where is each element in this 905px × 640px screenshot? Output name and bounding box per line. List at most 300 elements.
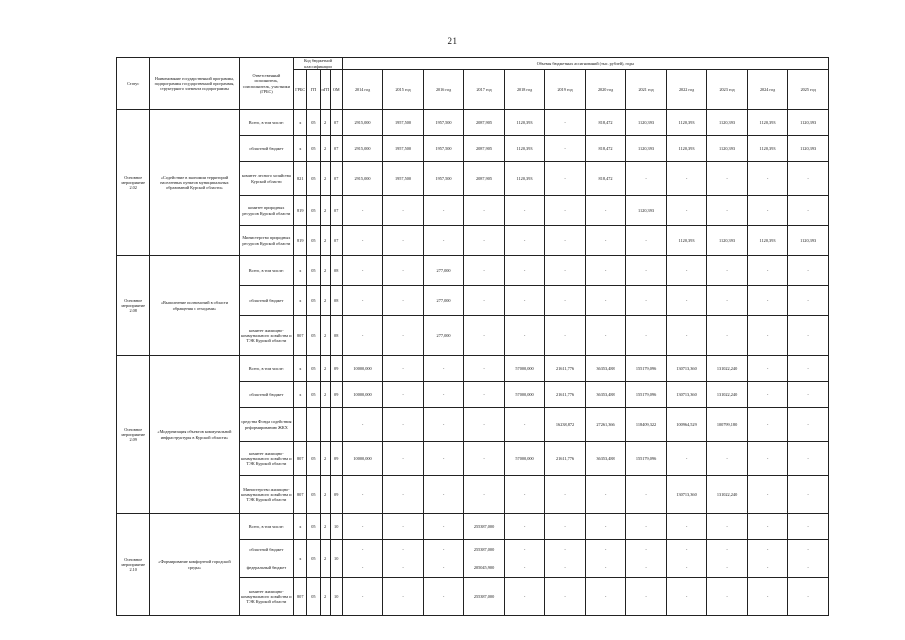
amount-cell: 1120,393 [788, 136, 829, 162]
status-cell: Основное мероприятие 2.10 [117, 514, 150, 616]
amount-cell: - [504, 196, 545, 226]
amount-cell: - [545, 196, 586, 226]
amount-line: - [807, 565, 809, 571]
grbs-cell [294, 408, 307, 442]
amount-split [506, 540, 544, 577]
om-cell: 08 [330, 286, 342, 316]
gp-cell: 05 [307, 196, 320, 226]
header-year: 2016 год [423, 70, 464, 110]
amount-cell: - [707, 316, 748, 356]
amount-cell: - [747, 408, 788, 442]
amount-line: - [726, 546, 728, 552]
amount-cell: - [666, 286, 707, 316]
amount-split [627, 540, 665, 577]
amount-cell: - [383, 578, 424, 616]
gp-cell: 05 [307, 316, 320, 356]
header-bcc-col: ОМ [330, 70, 342, 110]
amount-cell: - [707, 442, 748, 476]
amount-cell: 1120,393 [747, 110, 788, 136]
amount-cell: - [383, 408, 424, 442]
om-cell: 09 [330, 382, 342, 408]
amount-cell: - [626, 286, 667, 316]
om-cell: 09 [330, 356, 342, 382]
amount-cell [504, 540, 545, 578]
om-cell: 08 [330, 316, 342, 356]
amount-cell: 1120,393 [626, 110, 667, 136]
amount-cell: - [788, 162, 829, 196]
grbs-cell: 819 [294, 196, 307, 226]
amount-cell: - [423, 442, 464, 476]
amount-cell: - [423, 476, 464, 514]
amount-cell: - [747, 356, 788, 382]
amount-cell: - [383, 356, 424, 382]
amount-cell: 155179,096 [626, 356, 667, 382]
amount-cell: - [666, 442, 707, 476]
grbs-cell: 807 [294, 442, 307, 476]
amount-line: - [685, 546, 688, 552]
amount-cell: - [504, 226, 545, 256]
amount-split [546, 540, 584, 577]
amount-cell: - [464, 316, 505, 356]
amount-cell: - [383, 442, 424, 476]
amount-cell: 255387,000 [464, 514, 505, 540]
amount-cell: - [342, 196, 383, 226]
amount-cell: - [747, 442, 788, 476]
table-row [117, 110, 829, 136]
om-cell: 07 [330, 162, 342, 196]
om-cell: 07 [330, 196, 342, 226]
amount-cell: 255387,000 [464, 578, 505, 616]
amount-cell: - [545, 476, 586, 514]
amount-cell: 100964,529 [666, 408, 707, 442]
responsible-cell: областной бюджет [239, 136, 294, 162]
amount-cell: - [626, 476, 667, 514]
amount-cell: - [788, 578, 829, 616]
amount-cell: 1957,500 [383, 136, 424, 162]
amount-cell: 155179,096 [626, 382, 667, 408]
table-row [117, 356, 829, 382]
amount-cell: - [707, 196, 748, 226]
responsible-cell: Всего, в том числе: [239, 356, 294, 382]
amount-cell: 1120,393 [747, 136, 788, 162]
amount-cell: 130713,360 [666, 476, 707, 514]
header-year: 2017 год [464, 70, 505, 110]
pgp-cell: 2 [320, 442, 330, 476]
responsible-cell: Всего, в том числе: [239, 514, 294, 540]
amount-cell: - [545, 162, 586, 196]
header-status: Статус [117, 58, 150, 110]
responsible-cell: комитет жилищно-коммунального хозяйства и ТЭК Курской области [239, 316, 294, 356]
responsible-cell: Всего, в том числе: [239, 256, 294, 286]
amount-cell: 1120,393 [504, 162, 545, 196]
amount-cell: - [464, 356, 505, 382]
amount-cell [545, 540, 586, 578]
amount-line: - [766, 565, 769, 571]
amount-cell: - [545, 256, 586, 286]
amount-cell: - [788, 408, 829, 442]
amount-cell: - [666, 196, 707, 226]
amount-line: - [402, 546, 404, 552]
amount-cell: - [383, 226, 424, 256]
om-cell: 10 [330, 578, 342, 616]
amount-split [384, 540, 422, 577]
amount-cell: 57000,000 [504, 382, 545, 408]
amount-cell: - [666, 316, 707, 356]
amount-cell: - [707, 286, 748, 316]
amount-cell: - [342, 316, 383, 356]
amount-cell [707, 540, 748, 578]
amount-cell: - [545, 514, 586, 540]
amount-cell: 1957,500 [383, 162, 424, 196]
amount-cell: - [342, 286, 383, 316]
amount-cell: - [747, 514, 788, 540]
amount-cell: - [626, 226, 667, 256]
amount-cell: - [788, 382, 829, 408]
header-bcc: Код бюджетной классификации [294, 58, 343, 70]
amount-cell: - [788, 316, 829, 356]
amount-cell: - [342, 226, 383, 256]
om-cell: 09 [330, 476, 342, 514]
grbs-cell: х [294, 514, 307, 540]
gp-cell: 05 [307, 226, 320, 256]
om-cell: 07 [330, 110, 342, 136]
grbs-cell: 821 [294, 162, 307, 196]
gp-cell: 05 [307, 382, 320, 408]
amount-cell: - [707, 256, 748, 286]
amount-cell [464, 540, 505, 578]
amount-cell: 131022,240 [707, 382, 748, 408]
amount-cell: 1957,500 [423, 110, 464, 136]
gp-cell: 05 [307, 442, 320, 476]
pgp-cell: 2 [320, 226, 330, 256]
gp-cell: 05 [307, 514, 320, 540]
amount-cell: 1120,393 [707, 136, 748, 162]
amount-cell: 2915,000 [342, 162, 383, 196]
amount-cell: 16238,872 [545, 408, 586, 442]
header-year: 2015 год [383, 70, 424, 110]
amount-line: - [645, 565, 647, 571]
amount-cell: - [464, 408, 505, 442]
amount-cell: 1120,393 [788, 226, 829, 256]
pgp-cell: 2 [320, 476, 330, 514]
amount-cell [788, 540, 829, 578]
amount-cell: 277,000 [423, 316, 464, 356]
amount-cell: 2087,905 [464, 136, 505, 162]
amount-cell: - [342, 514, 383, 540]
amount-cell: - [545, 578, 586, 616]
gp-cell: 05 [307, 540, 320, 578]
grbs-cell: х [294, 256, 307, 286]
amount-cell: - [464, 256, 505, 286]
gp-cell: 05 [307, 136, 320, 162]
amount-line: - [402, 565, 404, 571]
amount-cell: 10000,000 [342, 356, 383, 382]
pgp-cell: 2 [320, 514, 330, 540]
gp-cell: 05 [307, 110, 320, 136]
gp-cell: 05 [307, 162, 320, 196]
amount-cell: - [342, 408, 383, 442]
amount-cell: - [626, 514, 667, 540]
amount-cell: - [747, 196, 788, 226]
amount-cell: - [626, 256, 667, 286]
gp-cell: 05 [307, 476, 320, 514]
amount-cell: - [423, 196, 464, 226]
header-year: 2018 год [504, 70, 545, 110]
amount-cell: 1120,393 [788, 110, 829, 136]
amount-cell: - [788, 356, 829, 382]
responsible-cell [239, 540, 294, 578]
amount-cell: 818,472 [585, 136, 626, 162]
grbs-cell: х [294, 286, 307, 316]
amount-line: - [685, 565, 688, 571]
responsible-split [241, 540, 293, 577]
header-year: 2019 год [545, 70, 586, 110]
header-year: 2024 год [747, 70, 788, 110]
header-responsible: Ответственный исполнитель, соисполнитель, участники (ГРБС) [239, 58, 294, 110]
amount-cell: 57000,000 [504, 442, 545, 476]
amount-cell: - [626, 316, 667, 356]
grbs-cell: 807 [294, 316, 307, 356]
responsible-cell: комитет природных ресурсов Курской области [239, 196, 294, 226]
grbs-cell: х [294, 356, 307, 382]
responsible-line: федеральный бюджет [246, 565, 287, 571]
header-year: 2023 год [707, 70, 748, 110]
amount-line: - [361, 565, 364, 571]
amount-cell: - [504, 476, 545, 514]
header-volumes: Объемы бюджетных ассигнований (тыс. рублей), годы [342, 58, 828, 70]
amount-cell: 10000,000 [342, 442, 383, 476]
amount-cell: - [666, 578, 707, 616]
amount-cell: - [788, 286, 829, 316]
amount-cell: - [342, 256, 383, 286]
amount-cell: 155179,096 [626, 442, 667, 476]
om-cell: 09 [330, 442, 342, 476]
amount-cell: 21611,776 [545, 382, 586, 408]
amount-line: - [604, 565, 607, 571]
header-bcc-col: ГРБС [294, 70, 307, 110]
amount-cell: - [504, 286, 545, 316]
pgp-cell: 2 [320, 578, 330, 616]
amount-cell: 131022,240 [707, 476, 748, 514]
amount-cell: 21611,776 [545, 442, 586, 476]
grbs-cell: х [294, 382, 307, 408]
program-name-cell: «Формирование комфортной городской среды» [150, 514, 239, 616]
amount-line: - [523, 546, 526, 552]
amount-line: - [564, 546, 566, 552]
amount-cell: - [747, 256, 788, 286]
om-cell: 10 [330, 514, 342, 540]
amount-cell: - [747, 476, 788, 514]
responsible-cell: комитет жилищно-коммунального хозяйства и ТЭК Курской области [239, 578, 294, 616]
program-name-cell: «Содействие в экономии территорий населенных пунктов муниципальных образований Курской области» [150, 110, 239, 256]
amount-line: - [645, 546, 647, 552]
header-year: 2025 год [788, 70, 829, 110]
responsible-cell: Министерство жилищно-коммунального хозяйства и ТЭК Курской области [239, 476, 294, 514]
amount-cell: - [545, 226, 586, 256]
header-program-name: Наименование государственной программы, подпрограммы государственной программы, структурного элемента подпрограммы [150, 58, 239, 110]
amount-cell [383, 540, 424, 578]
amount-cell: - [464, 382, 505, 408]
amount-cell: 131022,240 [707, 356, 748, 382]
amount-cell: - [585, 226, 626, 256]
amount-split [587, 540, 625, 577]
amount-cell: - [383, 286, 424, 316]
amount-cell: - [585, 286, 626, 316]
amount-cell [423, 540, 464, 578]
amount-cell: 130713,360 [666, 356, 707, 382]
amount-split [749, 540, 787, 577]
amount-split [425, 540, 463, 577]
amount-cell: - [504, 316, 545, 356]
amount-cell: 118409,322 [626, 408, 667, 442]
amount-cell: - [666, 256, 707, 286]
amount-cell: - [585, 316, 626, 356]
amount-split [668, 540, 706, 577]
page-number: 21 [447, 36, 458, 46]
amount-cell: 27261,366 [585, 408, 626, 442]
amount-cell: - [545, 136, 586, 162]
amount-cell: - [707, 162, 748, 196]
amount-cell: 2915,000 [342, 110, 383, 136]
amount-cell: - [504, 408, 545, 442]
amount-cell: 10000,000 [342, 382, 383, 408]
amount-cell: - [585, 476, 626, 514]
amount-cell: 1957,500 [423, 136, 464, 162]
amount-cell: - [626, 578, 667, 616]
amount-cell: - [504, 256, 545, 286]
amount-cell: 100799,180 [707, 408, 748, 442]
amount-cell: 36353,488 [585, 382, 626, 408]
amount-line: - [442, 546, 445, 552]
pgp-cell: 2 [320, 356, 330, 382]
amount-split [708, 540, 746, 577]
amount-line: - [361, 546, 364, 552]
amount-cell: 2915,000 [342, 136, 383, 162]
amount-cell: - [788, 256, 829, 286]
table-row [117, 514, 829, 540]
amount-cell: 818,472 [585, 110, 626, 136]
amount-cell: - [747, 382, 788, 408]
responsible-cell: средства Фонда содействия реформированию ЖКХ [239, 408, 294, 442]
amount-cell: 1120,393 [747, 226, 788, 256]
status-cell: Основное мероприятие 2.09 [117, 356, 150, 514]
responsible-cell: областной бюджет [239, 382, 294, 408]
om-cell: 10 [330, 540, 342, 578]
grbs-cell: х [294, 540, 307, 578]
gp-cell: 05 [307, 578, 320, 616]
budget-table [116, 57, 829, 616]
amount-cell: 1120,393 [504, 136, 545, 162]
amount-cell: - [423, 356, 464, 382]
amount-cell: - [383, 196, 424, 226]
amount-cell: - [707, 514, 748, 540]
amount-split [344, 540, 382, 577]
amount-line: - [442, 565, 445, 571]
amount-cell: - [747, 162, 788, 196]
amount-cell: 1120,393 [707, 226, 748, 256]
responsible-cell: Всего, в том числе: [239, 110, 294, 136]
pgp-cell: 2 [320, 540, 330, 578]
grbs-cell: х [294, 136, 307, 162]
amount-cell: 36353,488 [585, 356, 626, 382]
amount-cell: 277,000 [423, 256, 464, 286]
amount-cell: - [423, 382, 464, 408]
grbs-cell: 807 [294, 476, 307, 514]
responsible-cell: Министерство природных ресурсов Курской области [239, 226, 294, 256]
amount-cell [585, 540, 626, 578]
amount-cell: - [464, 442, 505, 476]
amount-cell: - [545, 110, 586, 136]
amount-cell [342, 540, 383, 578]
amount-cell: 1120,393 [666, 226, 707, 256]
amount-cell: 1120,393 [504, 110, 545, 136]
amount-line: - [523, 565, 526, 571]
amount-cell: - [707, 578, 748, 616]
amount-cell: - [342, 578, 383, 616]
amount-cell: 1120,393 [626, 196, 667, 226]
amount-cell: - [423, 226, 464, 256]
program-name-cell: «Модернизация объектов коммунальной инфраструктуры в Курской области» [150, 356, 239, 514]
amount-cell: 21611,776 [545, 356, 586, 382]
amount-line: - [726, 565, 728, 571]
responsible-cell: областной бюджет [239, 286, 294, 316]
om-cell: 07 [330, 136, 342, 162]
program-name-cell: «Выполнение полномочий в области обращения с отходами» [150, 256, 239, 356]
grbs-cell: 807 [294, 578, 307, 616]
pgp-cell: 2 [320, 316, 330, 356]
amount-cell: - [747, 316, 788, 356]
pgp-cell: 2 [320, 136, 330, 162]
amount-cell: - [666, 514, 707, 540]
grbs-cell: 819 [294, 226, 307, 256]
amount-line: - [807, 546, 809, 552]
amount-cell: - [464, 226, 505, 256]
amount-cell: - [585, 514, 626, 540]
amount-cell: - [383, 476, 424, 514]
pgp-cell: 2 [320, 196, 330, 226]
om-cell: 07 [330, 226, 342, 256]
pgp-cell: 2 [320, 286, 330, 316]
amount-split [789, 540, 827, 577]
amount-cell: 1957,500 [423, 162, 464, 196]
pgp-cell: 2 [320, 110, 330, 136]
amount-cell: 1120,393 [626, 136, 667, 162]
responsible-cell: комитет жилищно-коммунального хозяйства и ТЭК Курской области [239, 442, 294, 476]
amount-cell: - [666, 162, 707, 196]
amount-cell: - [383, 514, 424, 540]
amount-cell [666, 540, 707, 578]
amount-cell: - [788, 476, 829, 514]
amount-line: - [766, 546, 769, 552]
table-row [117, 256, 829, 286]
amount-cell: - [504, 578, 545, 616]
amount-cell: - [504, 514, 545, 540]
amount-line: 255387,000 [473, 546, 495, 552]
amount-cell: 57000,000 [504, 356, 545, 382]
amount-cell: - [464, 286, 505, 316]
status-cell: Основное мероприятие 2.02 [117, 110, 150, 256]
amount-cell: - [545, 316, 586, 356]
om-cell [330, 408, 342, 442]
gp-cell: 05 [307, 286, 320, 316]
amount-line: 205045,900 [473, 565, 495, 571]
amount-cell: 1957,500 [383, 110, 424, 136]
responsible-line: областной бюджет [249, 546, 284, 552]
amount-cell: 1120,393 [666, 136, 707, 162]
amount-cell: - [383, 256, 424, 286]
header-bcc-col: ГП [307, 70, 320, 110]
amount-split [465, 540, 503, 577]
